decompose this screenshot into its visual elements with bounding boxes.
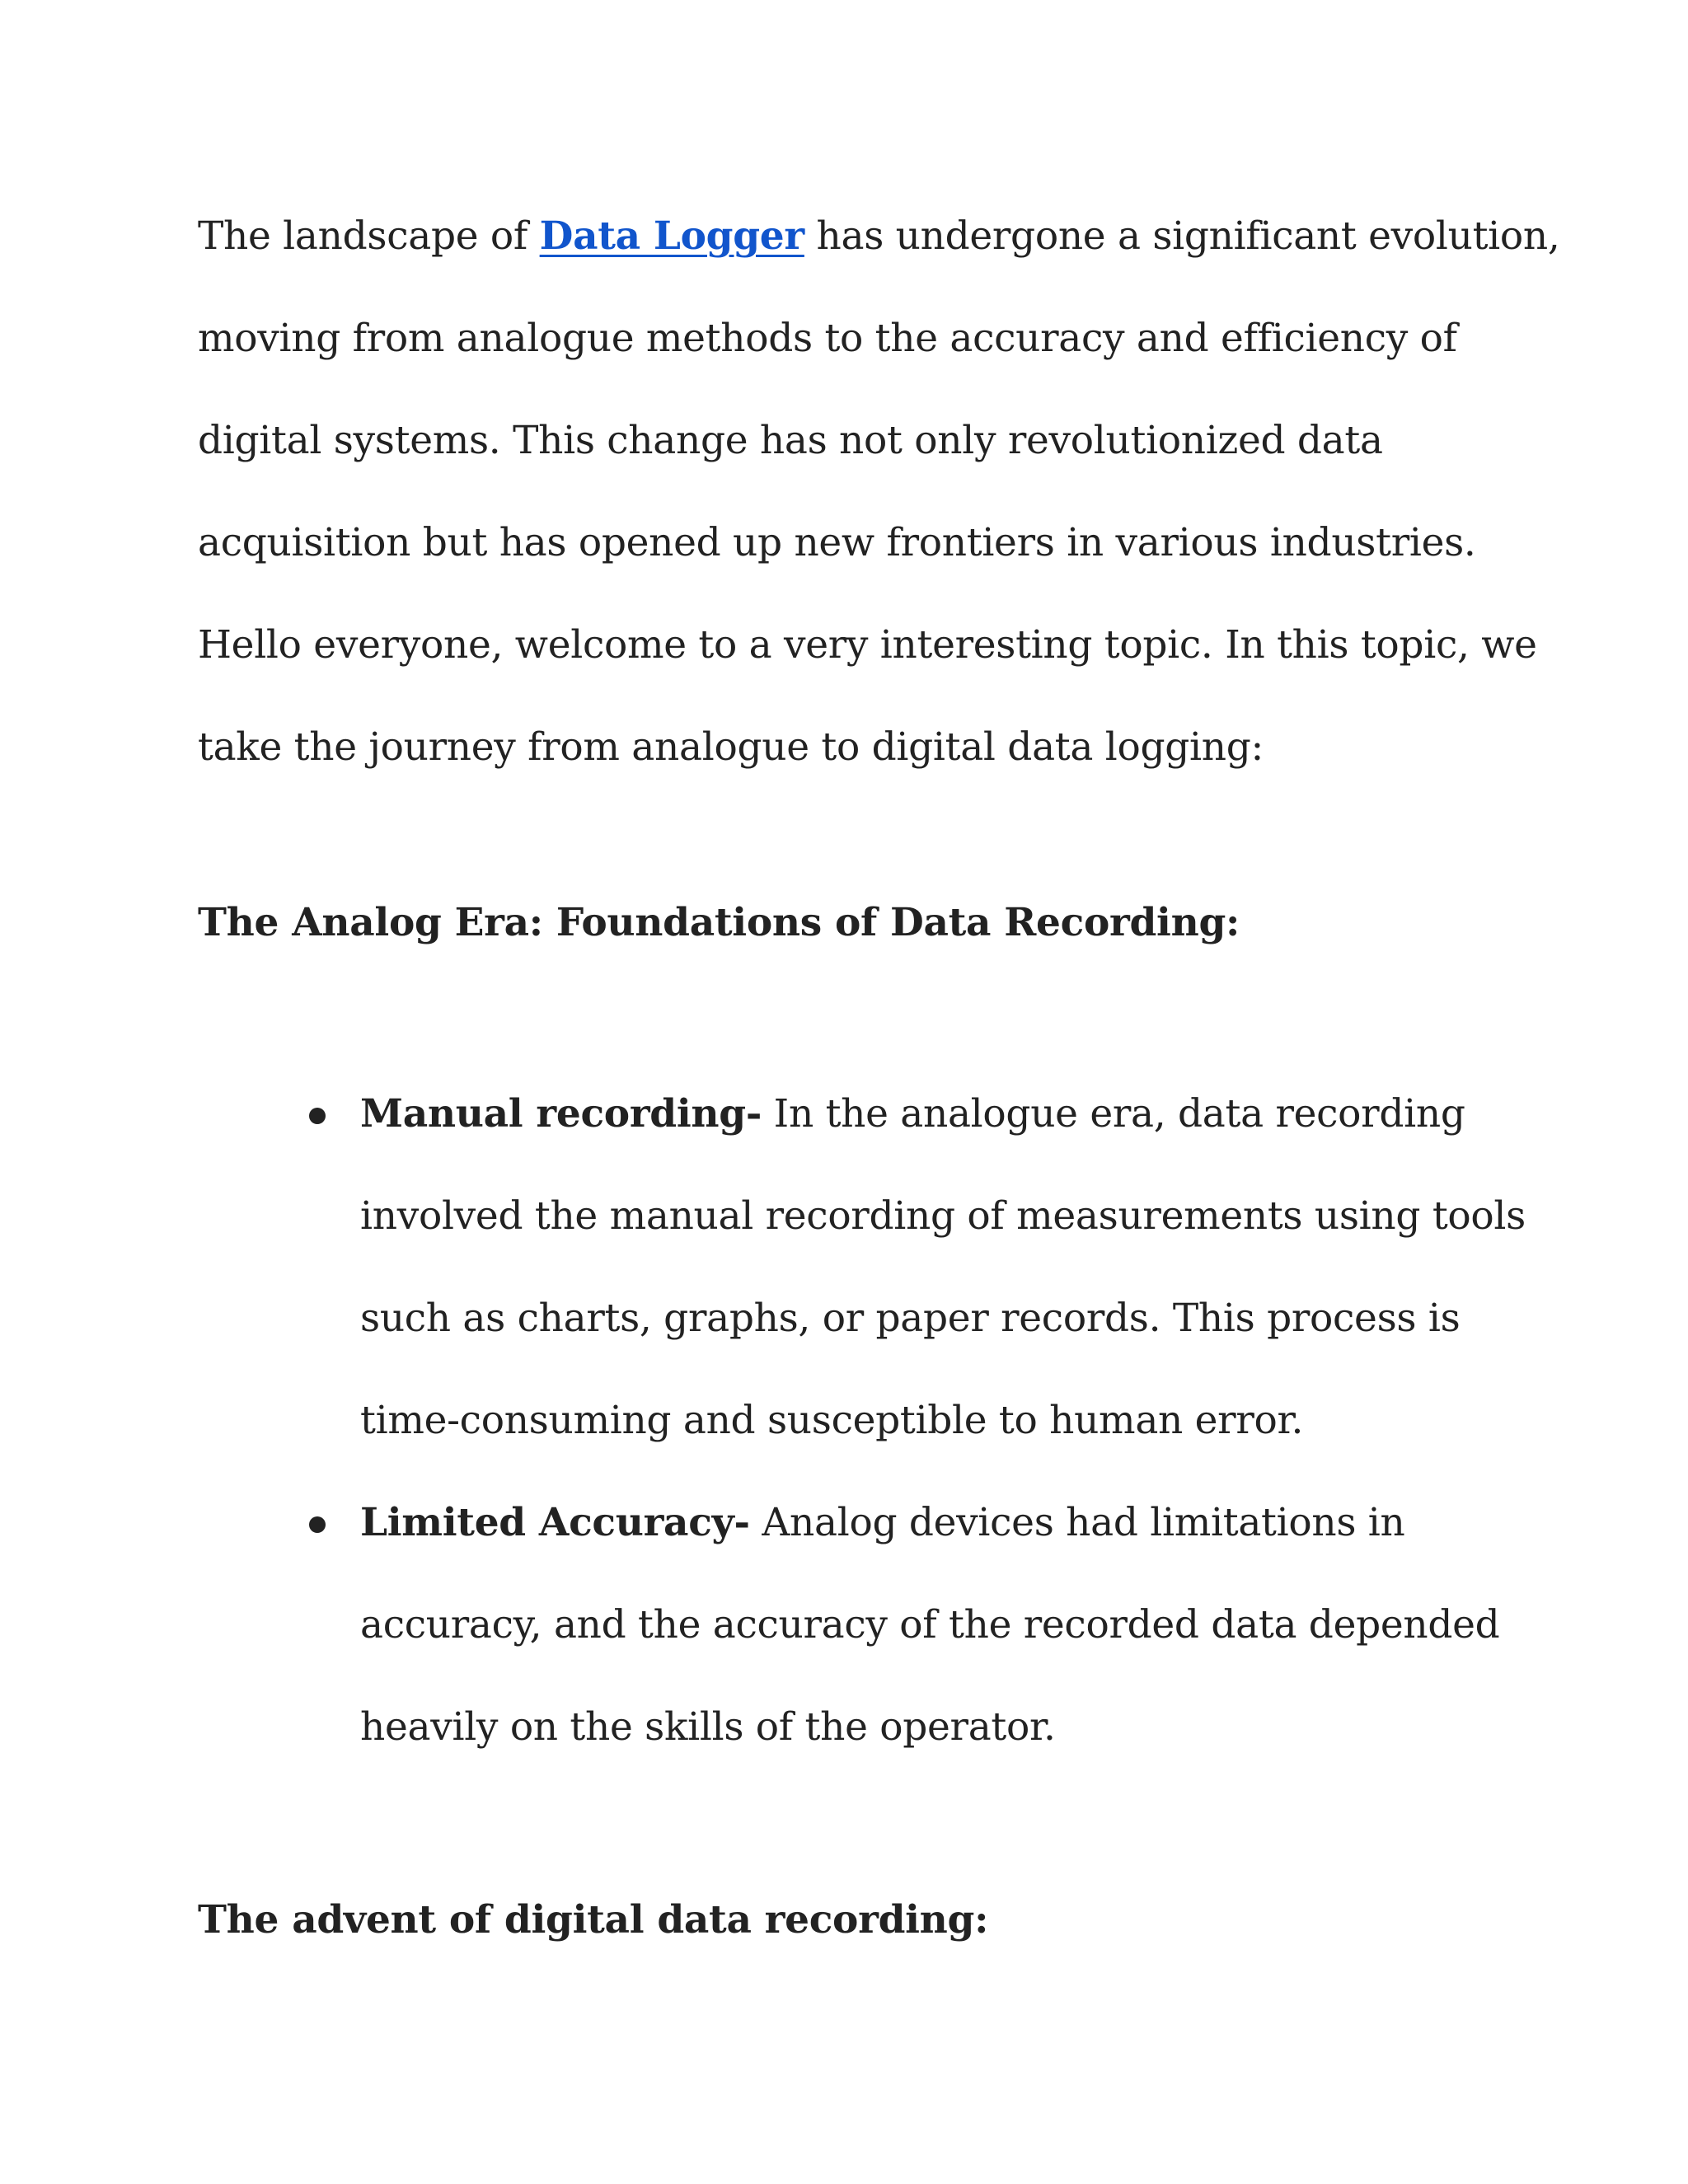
bullet-icon	[309, 1516, 326, 1533]
term-description: In the analogue era, data recording	[762, 1091, 1465, 1137]
list-item-limited-accuracy	[309, 1472, 1526, 1779]
term-label: Limited Accuracy-	[360, 1500, 750, 1545]
intro-line-4: acquisition but has opened up new frontiers in various industries.	[198, 520, 1476, 565]
list-item-text	[360, 1472, 1526, 1779]
intro-line-1-before: The landscape of	[198, 213, 540, 259]
analog-era-list	[309, 1063, 1526, 1779]
intro-line-6: take the journey from analogue to digital data logging:	[198, 724, 1264, 770]
list-item-line: accuracy, and the accuracy of the recorded data depended	[360, 1602, 1500, 1647]
intro-line-1	[198, 185, 1560, 288]
list-item-line	[360, 1063, 1526, 1165]
list-item-line: involved the manual recording of measurements using tools	[360, 1193, 1526, 1239]
section-heading-analog-era: The Analog Era: Foundations of Data Recording:	[198, 900, 1240, 945]
list-item-text	[360, 1063, 1526, 1472]
section-heading-digital: The advent of digital data recording:	[198, 1897, 989, 1943]
term-label: Manual recording-	[360, 1091, 762, 1137]
intro-line-2: moving from analogue methods to the accuracy and efficiency of	[198, 316, 1457, 361]
list-item-manual-recording	[309, 1063, 1526, 1472]
bullet-icon	[309, 1108, 326, 1124]
intro-text	[198, 185, 1560, 799]
data-logger-link[interactable]: Data Logger	[539, 213, 804, 259]
term-description: Analog devices had limitations in	[749, 1500, 1405, 1545]
list-item-line: such as charts, graphs, or paper records. This process is	[360, 1296, 1461, 1341]
intro-line-3: digital systems. This change has not only revolutionized data	[198, 418, 1383, 463]
intro-line-1-after: has undergone a significant evolution,	[804, 213, 1560, 259]
list-item-line: heavily on the skills of the operator.	[360, 1704, 1056, 1750]
intro-paragraph	[198, 185, 1560, 799]
list-item-line	[360, 1472, 1526, 1574]
list-item-line: time-consuming and susceptible to human error.	[360, 1398, 1304, 1443]
intro-line-5: Hello everyone, welcome to a very interesting topic. In this topic, we	[198, 622, 1537, 668]
